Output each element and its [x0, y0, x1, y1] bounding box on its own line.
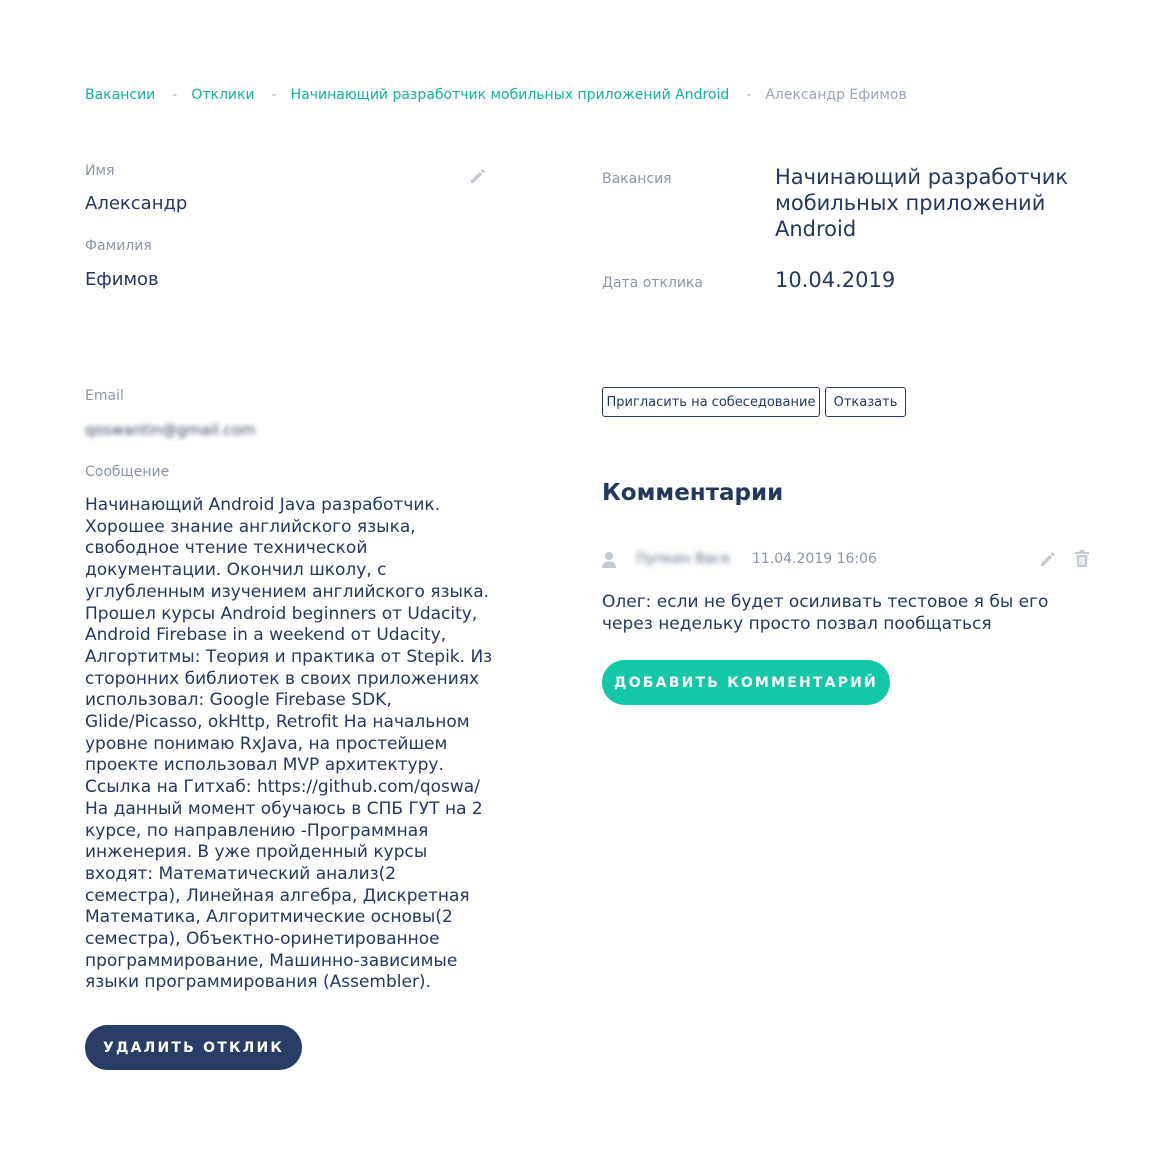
breadcrumb-vacancies[interactable]: Вакансии [85, 87, 156, 103]
breadcrumb [85, 85, 907, 105]
response-date-label: Дата отклика [602, 275, 703, 291]
vacancy-title: Начинающий разработчик мобильных приложений Android [775, 165, 1069, 241]
breadcrumb-responses[interactable]: Отклики [191, 87, 255, 103]
last-name-value: Ефимов [85, 269, 159, 290]
vacancy-label: Вакансия [602, 171, 672, 187]
pencil-icon[interactable] [1038, 549, 1058, 569]
last-name-label: Фамилия [85, 238, 152, 254]
first-name-value: Александр [85, 193, 188, 214]
breadcrumb-current: Александр Ефимов [765, 87, 907, 103]
delete-response-button[interactable]: УДАЛИТЬ ОТКЛИК [85, 1025, 302, 1070]
breadcrumb-separator: - [271, 87, 277, 103]
user-icon [601, 551, 617, 569]
response-date-value: 10.04.2019 [775, 268, 896, 292]
breadcrumb-vacancy[interactable]: Начинающий разработчик мобильных приложений Android [290, 87, 730, 103]
breadcrumb-separator: - [746, 87, 752, 103]
comment-text: Олег: если не будет осиливать тестовое я бы его через недельку просто позвал пообщаться [602, 592, 1049, 634]
reject-button[interactable]: Отказать [825, 387, 906, 417]
trash-icon[interactable] [1073, 549, 1093, 569]
message-label: Сообщение [85, 464, 170, 480]
add-comment-button[interactable]: ДОБАВИТЬ КОММЕНТАРИЙ [602, 660, 890, 705]
email-label: Email [85, 388, 124, 404]
comment-author: Пупкин Вася [636, 551, 730, 567]
comment-timestamp: 11.04.2019 16:06 [752, 551, 877, 567]
comments-title: Комментарии [602, 480, 784, 506]
email-value: qoswantin@gmail.com [85, 421, 256, 439]
invite-interview-button[interactable]: Пригласить на собеседование [602, 387, 820, 417]
first-name-label: Имя [85, 163, 115, 179]
message-text: Начинающий Android Java разработчик. Хорошее знание английского языка, свободное чтение технической документации. Окончил школу, с углубленным изучением английского языка. Прошел курсы Android beginners от Udacity, Android Firebase in a weekend от Udacity, Алгортитмы: Теория и практика от Stepik. Из сторонних библиотек в своих приложениях использовал: Google Firebase SDK, Glide/Picasso, okHttp, Retrofit На начальном уровне понимаю RxJava, на простейшем проекте использовал MVP архитектуру. Ссылка на Гитхаб: https://github.com/qoswa/ На данный момент обучаюсь в СПБ ГУТ на 2 курсе, по направлению -Программная инженерия. В уже пройденный курсы входят: Математический анализ(2 семестра), Линейная алгебра, Дискретная Математика, Алгоритмические основы(2 семестра), Объектно-оринетированное программирование, Машинно-зависимые языки программирования (Assembler). [85, 495, 493, 993]
breadcrumb-separator: - [172, 87, 178, 103]
pencil-icon[interactable] [468, 166, 488, 186]
